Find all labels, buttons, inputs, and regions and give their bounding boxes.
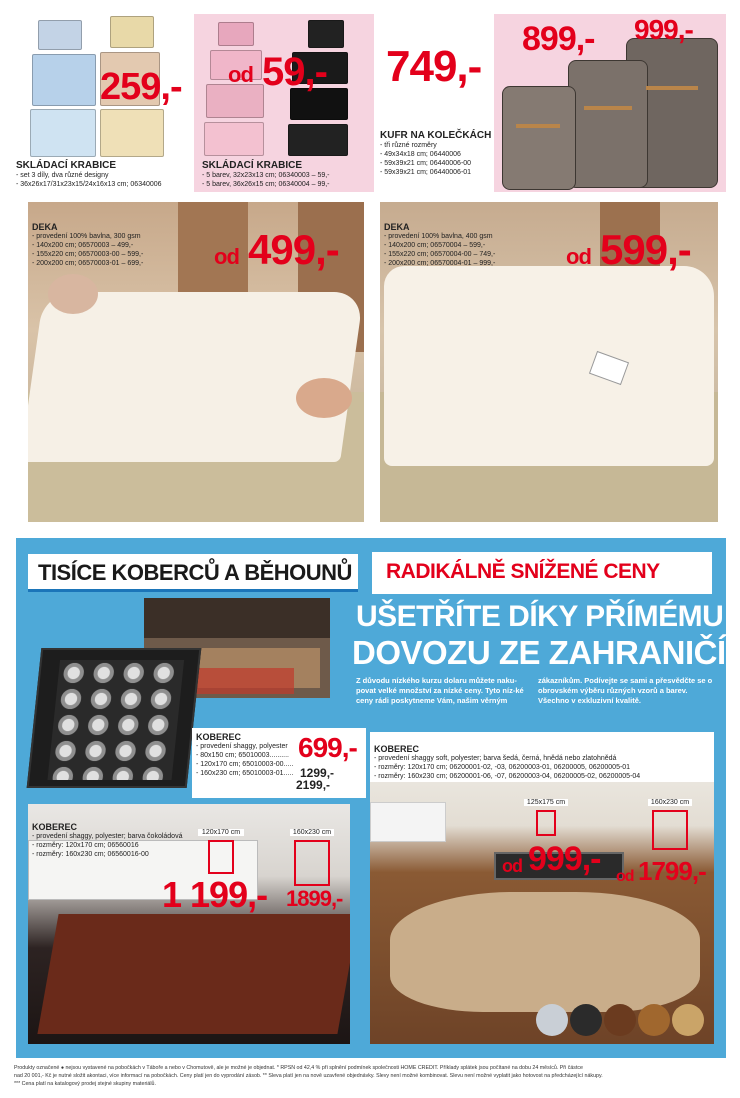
rug2-size-frame-2 — [650, 799, 690, 850]
suitcase-price-mid: 899,- — [522, 20, 595, 58]
rug2-line: - rozměry: 120x170 cm; 06200001-02, -03, 06200003-01, 06200005, 06200005-01 — [374, 764, 631, 771]
footer-line: Produkty označené ● nejsou vystavené na pobočkách v Táboře a nebo v Chomutově, ale je možné je objednat. * RPSN od 42,4 % při splnění podmínek společnosti HOME CREDIT. Příklady splátek jsou počítané na dobu 24 měsíců. Při částce — [14, 1065, 584, 1071]
rug2-line: - provedení shaggy soft, polyester; barva šedá, černá, hnědá nebo zlatohnědá — [374, 755, 617, 762]
suitcase-line: - 59x39x21 cm; 06440006-00 — [380, 160, 472, 167]
rug3-price-2: 1899,- — [286, 886, 343, 911]
rug3-size-1: 120x170 cm — [198, 829, 244, 836]
footer-line: nad 20 001,- Kč je nutné složit akontaci, více informací na pobočkách. Ceny platí jen do vyprodání zásob. ** Sleva platí jen na nově uzavřené objednávky. Slevy není možné kombinovat. Slevu není možné vyplatit jako hotovost na předcházející nákupy. — [14, 1073, 603, 1079]
rug1-line: - 120x170 cm; 65010003-00..... — [196, 761, 294, 768]
swatch-tan-icon — [638, 1004, 670, 1036]
box1-price: 259,- — [100, 66, 182, 108]
swatch-brown-icon — [604, 1004, 636, 1036]
banner-right-text: RADIKÁLNĚ SNÍŽENÉ CENY — [386, 560, 660, 583]
rug1-price-3: 2199,- — [296, 778, 331, 792]
rug3-size-2: 160x230 cm — [290, 829, 334, 836]
rug1-line: - 160x230 cm; 65010003-01..... — [196, 770, 294, 777]
rug1-line: - 80x150 cm; 65010003.......... — [196, 752, 289, 759]
headline-1: UŠETŘÍTE DÍKY PŘÍMÉMU — [356, 600, 724, 633]
rug2-price-2: 1799,- — [638, 856, 706, 886]
blanket2-title: DEKA — [384, 222, 410, 232]
rug3-line: - provedení shaggy, polyester; barva čokoládová — [32, 833, 183, 840]
banner-left-text: TISÍCE KOBERCŮ A BĚHOUNŮ — [38, 560, 352, 585]
rug1-price-2: 1299,- — [300, 766, 335, 780]
blanket1-price-prefix: od — [214, 244, 239, 269]
blanket2-line: - 200x200 cm; 06570004-01 – 999,- — [384, 260, 496, 267]
banner-text-right: zákazníkům. Podívejte se sami a přesvědčte se o obrovském výběru různých vzorů a barev. Všechno v exkluzivní kvalitě. — [538, 676, 713, 705]
blanket2-line: - 140x200 cm; 06570004 – 599,- — [384, 242, 486, 249]
swatch-black-icon — [570, 1004, 602, 1036]
banner-text-left: Z důvodu nízkého kurzu dolaru můžete naku-povat velké množství za nízké ceny. Tyto níz-ké ceny rádi poskytneme Vám, našim věrným — [356, 676, 524, 705]
suitcase-price-small: 749,- — [386, 42, 482, 91]
blanket1-line: - provedení 100% bavlna, 300 gsm — [32, 233, 141, 240]
color-swatches — [536, 1004, 710, 1036]
rug3-line: - rozměry: 160x230 cm; 06560016-00 — [32, 851, 149, 858]
suitcase-line: - tři různé rozměry — [380, 142, 437, 149]
rug1-price: 699,- — [298, 732, 357, 763]
box2-title: SKLÁDACÍ KRABICE — [202, 160, 302, 171]
rug3-line: - rozměry: 120x170 cm; 06560016 — [32, 842, 139, 849]
rug2-size-frame-1 — [526, 799, 566, 836]
blanket2-line: - 155x220 cm; 06570004-00 – 749,- — [384, 251, 496, 258]
rug2-price-1: 999,- — [528, 840, 601, 878]
rug2-prefix-2: od — [616, 868, 634, 885]
rug2-title: KOBEREC — [374, 744, 420, 754]
rug2-size-1: 125x175 cm — [524, 799, 568, 806]
footer — [14, 1064, 726, 1088]
box1-title: SKLÁDACÍ KRABICE — [16, 160, 116, 171]
rug2-line: - rozměry: 160x230 cm; 06200001-06, -07, 06200003-04, 06200005-02, 06200005-04 — [374, 773, 641, 780]
box1-line: - set 3 díly, dva různé designy — [16, 172, 109, 179]
rug2-prefix: od — [502, 856, 522, 876]
suitcase-title: KUFR NA KOLEČKÁCH — [380, 130, 492, 141]
swatch-gold-icon — [672, 1004, 704, 1036]
hex-rug-photo — [27, 648, 202, 788]
box1-line: - 36x26x17/31x23x15/24x16x13 cm; 06340006 — [16, 181, 162, 188]
box2-price: 59,- — [262, 50, 327, 94]
rug3-title: KOBEREC — [32, 822, 78, 832]
blanket2-price-prefix: od — [566, 244, 591, 269]
rug3-size-frame-1 — [201, 829, 241, 874]
rug3-size-frame-2 — [292, 829, 332, 886]
headline-2: DOVOZU ZE ZAHRANIČÍ — [352, 634, 726, 671]
blanket1-price: 499,- — [248, 226, 339, 273]
box2-line: - 5 barev, 36x26x15 cm; 06340004 – 99,- — [202, 181, 330, 188]
footer-line: *** Cena platí na katalogový prodej stejné skupiny materiálů. — [14, 1081, 156, 1087]
rug1-title: KOBEREC — [196, 732, 242, 742]
rug2-size-2: 160x230 cm — [648, 799, 692, 806]
suitcase-price-big: 999,- — [634, 14, 693, 45]
blanket1-line: - 155x220 cm; 06570003-00 – 599,- — [32, 251, 144, 258]
rug3-price-1: 1 199,- — [162, 874, 268, 915]
box2-price-prefix: od — [228, 62, 253, 87]
blanket1-line: - 200x200 cm; 06570003-01 – 699,- — [32, 260, 144, 267]
box2-line: - 5 barev, 32x23x13 cm; 06340003 – 59,- — [202, 172, 330, 179]
suitcase-line: - 49x34x18 cm; 06440006 — [380, 151, 461, 158]
blanket2-price: 599,- — [600, 226, 691, 273]
swatch-grey-icon — [536, 1004, 568, 1036]
blanket1-title: DEKA — [32, 222, 58, 232]
blanket2-line: - provedení 100% bavlna, 400 gsm — [384, 233, 493, 240]
suitcase-line: - 59x39x21 cm; 06440006-01 — [380, 169, 472, 176]
blanket1-line: - 140x200 cm; 06570003 – 499,- — [32, 242, 134, 249]
rug1-line: - provedení shaggy, polyester — [196, 743, 288, 750]
